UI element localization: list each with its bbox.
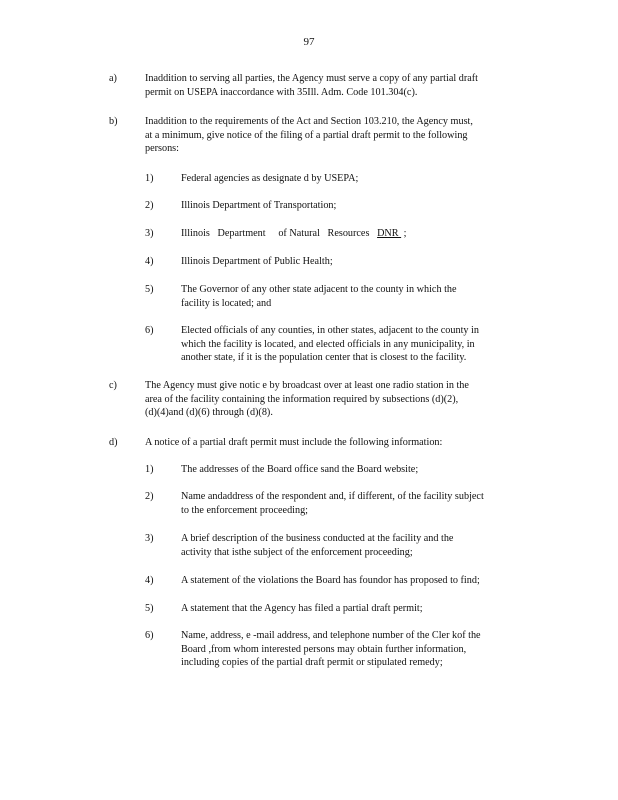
list-item-label: 6) bbox=[145, 325, 154, 336]
text-line: Illinois Department of Public Health; bbox=[181, 256, 333, 267]
text-line: (d)(4)and (d)(6) through (d)(8). bbox=[145, 407, 273, 419]
text-segment: ; bbox=[401, 228, 407, 239]
list-item-text bbox=[181, 490, 541, 517]
text-line: Name andaddress of the respondent and, if different, of the facility subject bbox=[181, 491, 484, 502]
list-item-text bbox=[181, 324, 541, 365]
text-line: persons: bbox=[145, 143, 179, 155]
text-line: A brief description of the business conducted at the facility and the bbox=[181, 533, 454, 544]
paragraph-label: c) bbox=[109, 380, 117, 391]
list-item-label: 6) bbox=[145, 630, 154, 641]
list-item-text bbox=[181, 532, 541, 559]
list-item-text bbox=[181, 283, 541, 310]
text-line: Name, address, e -mail address, and telephone number of the Cler kof the bbox=[181, 630, 481, 641]
list-item-text bbox=[181, 199, 541, 213]
underlined-text: DNR bbox=[377, 228, 402, 239]
paragraph-label: b) bbox=[109, 116, 118, 127]
text-line: which the facility is located, and elected officials in any municipality, in bbox=[181, 338, 475, 350]
paragraph-text bbox=[145, 379, 545, 420]
paragraph-label: d) bbox=[109, 437, 118, 448]
text-line: area of the facility containing the information required by subsections (d)(2), bbox=[145, 393, 459, 405]
list-item-label: 3) bbox=[145, 533, 154, 544]
paragraph-text bbox=[145, 72, 545, 99]
paragraph-label: a) bbox=[109, 73, 117, 84]
list-item-label: 5) bbox=[145, 284, 154, 295]
text-line: at a minimum, give notice of the filing of a partial draft permit to the following bbox=[145, 129, 468, 141]
text-line: The Governor of any other state adjacent to the county in which the bbox=[181, 284, 457, 295]
paragraph-text bbox=[145, 115, 545, 156]
text-line: A notice of a partial draft permit must include the following information: bbox=[145, 437, 443, 448]
list-item-text bbox=[181, 227, 541, 241]
list-item-label: 1) bbox=[145, 464, 154, 475]
page-number: 97 bbox=[303, 36, 315, 48]
list-item-text bbox=[181, 629, 541, 670]
list-item-text bbox=[181, 463, 541, 477]
text-segment: Illinois Department of Natural Resources bbox=[181, 228, 378, 239]
text-line: including copies of the partial draft permit or stipulated remedy; bbox=[181, 657, 443, 669]
text-line: another state, if it is the population center that is closest to the facility. bbox=[181, 352, 467, 364]
text-line: Federal agencies as designate d by USEPA; bbox=[181, 173, 359, 184]
text-line: The addresses of the Board office sand the Board website; bbox=[181, 464, 419, 475]
list-item-text bbox=[181, 172, 541, 186]
text-line: activity that isthe subject of the enforcement proceeding; bbox=[181, 546, 413, 558]
text-line: to the enforcement proceeding; bbox=[181, 504, 309, 516]
list-item-label: 2) bbox=[145, 200, 154, 211]
text-line: The Agency must give notic e by broadcast over at least one radio station in the bbox=[145, 380, 469, 391]
text-line: facility is located; and bbox=[181, 297, 272, 309]
list-item-text bbox=[181, 602, 541, 616]
text-line: A statement of the violations the Board has foundor has proposed to find; bbox=[181, 575, 480, 586]
text-line: Inaddition to the requirements of the Act and Section 103.210, the Agency must, bbox=[145, 116, 473, 127]
list-item-text bbox=[181, 255, 541, 269]
list-item-label: 3) bbox=[145, 228, 154, 239]
list-item-label: 2) bbox=[145, 491, 154, 502]
list-item-label: 4) bbox=[145, 575, 154, 586]
list-item-label: 4) bbox=[145, 256, 154, 267]
text-line: Elected officials of any counties, in other states, adjacent to the county in bbox=[181, 325, 479, 336]
text-line: Board ,from whom interested persons may obtain further information, bbox=[181, 643, 467, 655]
text-line: Illinois Department of Transportation; bbox=[181, 200, 337, 211]
text-line: permit on USEPA inaccordance with 35Ill. Adm. Code 101.304(c). bbox=[145, 86, 418, 98]
list-item-label: 5) bbox=[145, 603, 154, 614]
text-line: A statement that the Agency has filed a partial draft permit; bbox=[181, 603, 423, 614]
paragraph-text bbox=[145, 436, 545, 450]
list-item-text bbox=[181, 574, 541, 588]
list-item-label: 1) bbox=[145, 173, 154, 184]
text-line: Inaddition to serving all parties, the Agency must serve a copy of any partial draft bbox=[145, 73, 478, 84]
